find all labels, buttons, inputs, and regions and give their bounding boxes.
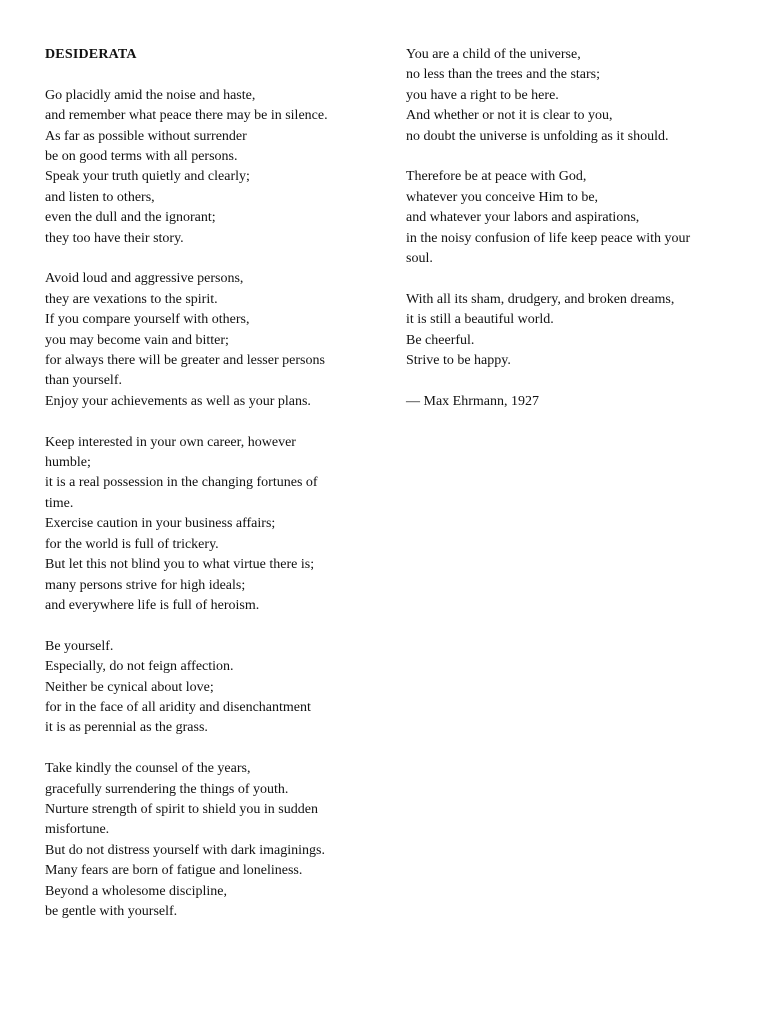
poem-line: Therefore be at peace with God, (406, 169, 587, 185)
poem-line: even the dull and the ignorant; (45, 210, 216, 226)
poem-line: Many fears are born of fatigue and loneliness. (45, 863, 303, 879)
poem-line: in the noisy confusion of life keep peace with your (406, 230, 691, 246)
poem-line: Be yourself. (45, 638, 114, 654)
poem-line: than yourself. (45, 373, 122, 389)
poem-line: whatever you conceive Him to be, (406, 189, 599, 205)
poem-line: You are a child of the universe, (406, 47, 581, 62)
poem-line: If you compare yourself with others, (45, 312, 250, 328)
poem-line: you have a right to be here. (406, 87, 559, 103)
poem-line: time. (45, 495, 74, 511)
poem-line: you may become vain and bitter; (45, 332, 229, 348)
poem-line: be gentle with yourself. (45, 903, 178, 919)
poem-line: it is as perennial as the grass. (45, 720, 208, 736)
poem-line: be on good terms with all persons. (45, 149, 238, 165)
poem-line: Keep interested in your own career, however (45, 434, 296, 450)
stanza (406, 45, 726, 147)
poem-line: and listen to others, (45, 189, 155, 205)
poem-line: and everywhere life is full of heroism. (45, 597, 260, 613)
poem-line: for the world is full of trickery. (45, 536, 219, 552)
left-column (45, 45, 365, 943)
poem-line: Especially, do not feign affection. (45, 659, 234, 675)
poem-line: As far as possible without surrender (45, 128, 247, 144)
poem-line: Avoid loud and aggressive persons, (45, 271, 244, 287)
poem-line: And whether or not it is clear to you, (406, 108, 613, 124)
stanza (45, 759, 365, 922)
right-column-body (406, 45, 726, 412)
poem-line: humble; (45, 455, 91, 471)
poem-line: no less than the trees and the stars; (406, 67, 601, 83)
poem-line: Beyond a wholesome discipline, (45, 883, 227, 899)
poem-line: they are vexations to the spirit. (45, 291, 218, 307)
poem-line: soul. (406, 251, 433, 267)
poem-line: Be cheerful. (406, 332, 475, 348)
poem-line: Neither be cynical about love; (45, 679, 214, 695)
stanza (45, 269, 365, 412)
left-column-body (45, 86, 365, 923)
poem-line: many persons strive for high ideals; (45, 577, 246, 593)
stanza (406, 167, 726, 269)
poem-title: DESIDERATA (45, 47, 137, 62)
stanza (406, 392, 726, 412)
poem-line: Take kindly the counsel of the years, (45, 761, 251, 777)
stanza (45, 433, 365, 617)
poem-line: it is still a beautiful world. (406, 312, 554, 328)
poem-line: Exercise caution in your business affairs; (45, 516, 276, 532)
poem-line: Strive to be happy. (406, 353, 511, 369)
poem-line: gracefully surrendering the things of youth. (45, 781, 289, 797)
poem-line: With all its sham, drudgery, and broken dreams, (406, 291, 675, 307)
poem-line: But let this not blind you to what virtue there is; (45, 557, 315, 573)
poem-line: Nurture strength of spirit to shield you in sudden (45, 801, 318, 817)
poem-line: — Max Ehrmann, 1927 (406, 393, 539, 409)
poem-line: and whatever your labors and aspirations, (406, 210, 640, 226)
poem-line: and remember what peace there may be in silence. (45, 108, 328, 124)
poem-line: for always there will be greater and lesser persons (45, 353, 325, 369)
poem-line: for in the face of all aridity and disenchantment (45, 699, 311, 715)
poem-line: they too have their story. (45, 230, 184, 246)
stanza (45, 86, 365, 249)
stanza (45, 637, 365, 739)
stanza (406, 290, 726, 372)
poem-line: But do not distress yourself with dark imaginings. (45, 842, 325, 858)
poem-line: Go placidly amid the noise and haste, (45, 87, 256, 103)
right-column (406, 45, 726, 433)
poem-line: no doubt the universe is unfolding as it should. (406, 128, 669, 144)
poem-line: Speak your truth quietly and clearly; (45, 169, 250, 185)
poem-line: Enjoy your achievements as well as your plans. (45, 393, 311, 409)
poem-line: it is a real possession in the changing fortunes of (45, 475, 318, 491)
poem-line: misfortune. (45, 822, 110, 838)
